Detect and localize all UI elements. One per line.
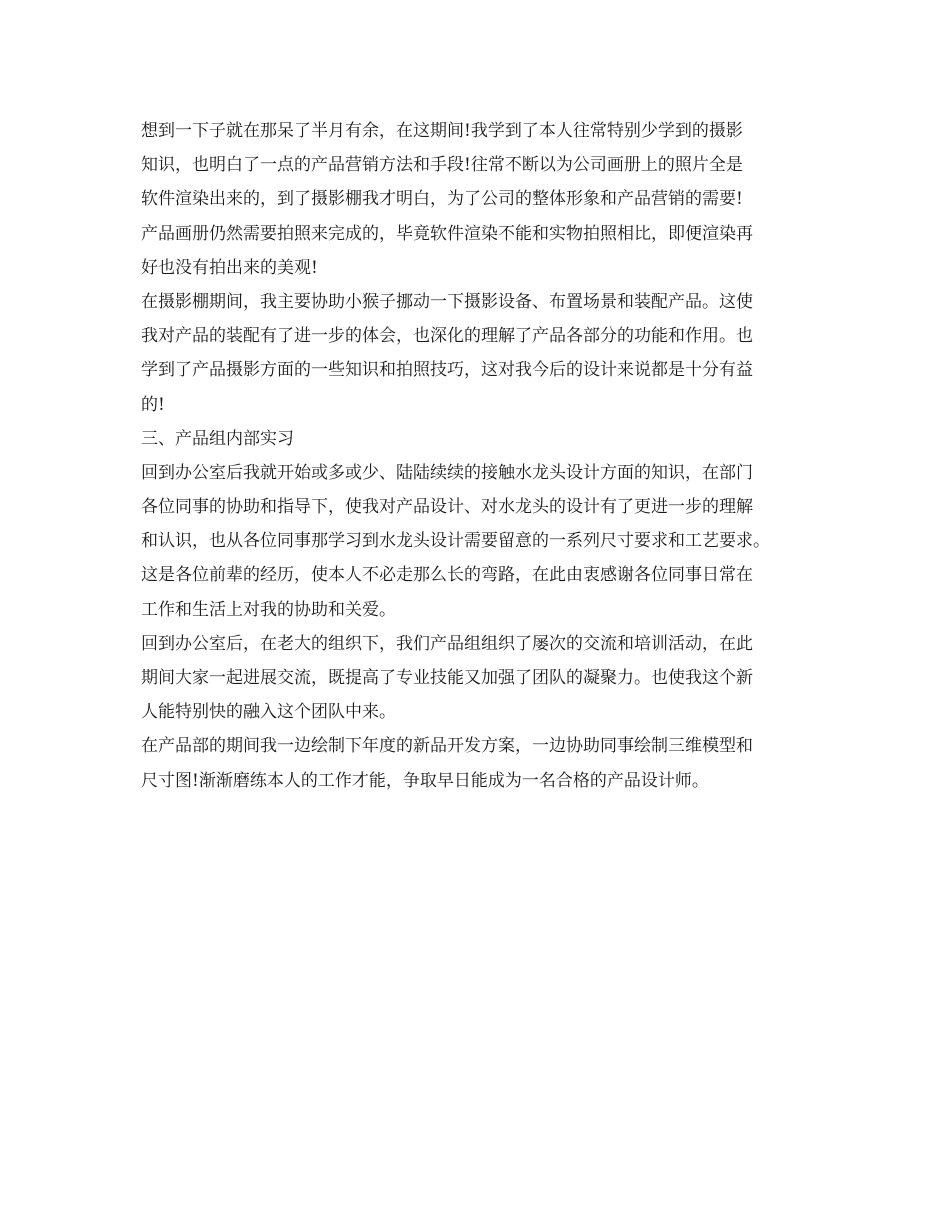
text-line: 学到了产品摄影方面的一些知识和拍照技巧，这对我今后的设计来说都是十分有益 bbox=[141, 360, 753, 381]
text-line: 好也没有拍出来的美观! bbox=[141, 257, 318, 278]
text-line: 工作和生活上对我的协助和关爱。 bbox=[141, 599, 396, 620]
text-line: 我对产品的装配有了进一步的体会，也深化的理解了产品各部分的功能和作用。也 bbox=[141, 326, 753, 347]
text-line: 知识，也明白了一点的产品营销方法和手段!往常不断以为公司画册上的照片全是 bbox=[141, 155, 743, 176]
text-line: 的! bbox=[141, 394, 165, 415]
text-line: 软件渲染出来的，到了摄影棚我才明白，为了公司的整体形象和产品营销的需要! bbox=[141, 189, 743, 210]
text-line: 期间大家一起进展交流，既提高了专业技能又加强了团队的凝聚力。也使我这个新 bbox=[141, 668, 753, 688]
text-line: 产品画册仍然需要拍照来完成的，毕竟软件渲染不能和实物拍照相比，即便渲染再 bbox=[141, 223, 753, 244]
document-body bbox=[141, 114, 811, 798]
text-line: 这是各位前辈的经历，使本人不必走那么长的弯路，在此由衷感谢各位同事日常在 bbox=[141, 565, 753, 586]
text-line: 各位同事的协助和指导下，使我对产品设计、对水龙头的设计有了更进一步的理解 bbox=[141, 497, 753, 518]
section-heading: 三、产品组内部实习 bbox=[141, 428, 294, 449]
text-line: 在摄影棚期间，我主要协助小猴子挪动一下摄影设备、布置场景和装配产品。这使 bbox=[141, 291, 753, 312]
text-line: 回到办公室后我就开始或多或少、陆陆续续的接触水龙头设计方面的知识，在部门 bbox=[141, 462, 753, 483]
text-line: 和认识，也从各位同事那学习到水龙头设计需要留意的一系列尺寸要求和工艺要求。 bbox=[141, 531, 770, 552]
text-line: 想到一下子就在那呆了半月有余，在这期间!我学到了本人往常特别少学到的摄影 bbox=[141, 121, 743, 141]
text-line: 人能特别快的融入这个团队中来。 bbox=[141, 702, 396, 723]
text-line: 在产品部的期间我一边绘制下年度的新品开发方案，一边协助同事绘制三维模型和 bbox=[141, 736, 753, 757]
text-line: 尺寸图!渐渐磨练本人的工作才能，争取早日能成为一名合格的产品设计师。 bbox=[141, 770, 709, 791]
text-line: 回到办公室后，在老大的组织下，我们产品组组织了屡次的交流和培训活动，在此 bbox=[141, 633, 753, 654]
